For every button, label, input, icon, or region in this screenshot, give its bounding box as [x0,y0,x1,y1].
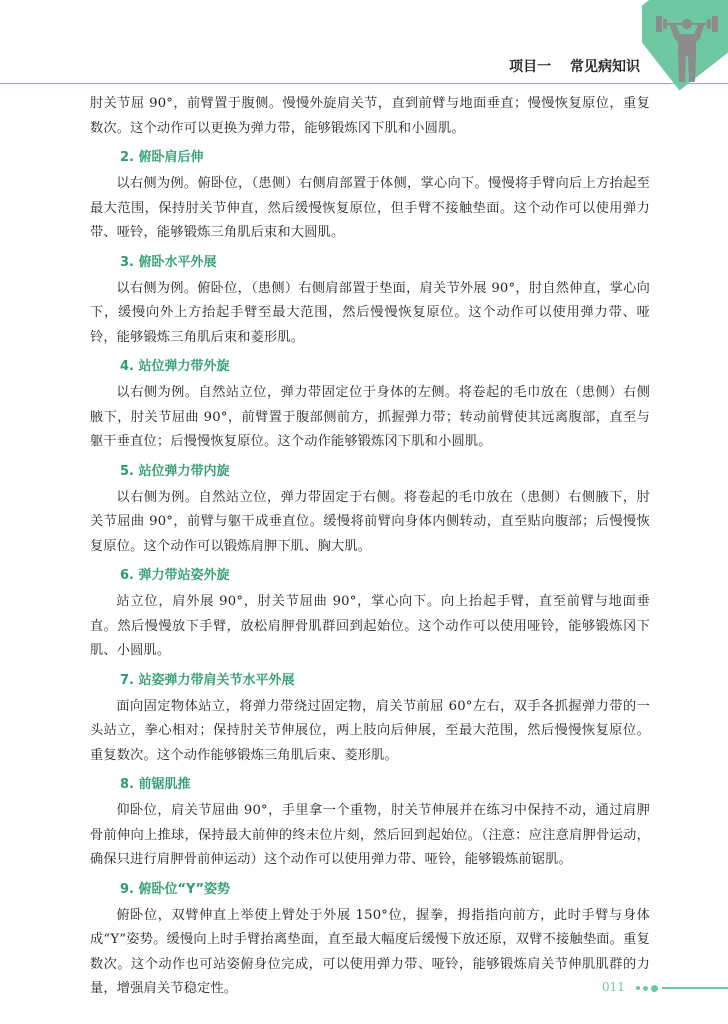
footer-dots [636,984,661,992]
section-heading: 4. 站位弹力带外旋 [120,359,230,374]
header-rule [0,83,728,84]
footer-dot [636,986,640,990]
footer-dot [643,986,648,991]
page-footer [588,978,728,1002]
section-heading: 6. 弹力带站姿外旋 [120,568,230,583]
section-heading: 7. 站姿弹力带肩关节水平外展 [120,672,295,688]
body-paragraph: 以右侧为例。俯卧位，（患侧）右侧肩部置于体侧，掌心向下。慢慢将手臂向后上方抬起至最大范围，保持肘关节伸直，然后缓慢恢复原位，但手臂不接触垫面。这个动作可以使用弹力带、哑铃，能够锻炼三角肌后束和大圆肌。 [90,176,650,240]
weightlifter-icon [654,8,720,84]
body-paragraph: 以右侧为例。俯卧位，（患侧）右侧肩部置于垫面，肩关节外展 90°，肘自然伸直，掌心向下，缓慢向外上方抬起手臂至最大范围，然后慢慢恢复原位。这个动作可以使用弹力带、哑铃，能够锻炼三角肌后束和菱形肌。 [90,280,650,345]
body-paragraph: 以右侧为例。自然站立位，弹力带固定位于身体的左侧。将卷起的毛巾放在（患侧）右侧腋下，肘关节屈曲 90°，前臂置于腹部侧前方，抓握弹力带；转动前臂使其远离腹部，直至与躯干垂直位；后慢慢恢复原位。这个动作能够锻炼冈下肌和小圆肌。 [90,385,650,449]
section-heading: 9. 俯卧位“Y”姿势 [120,881,231,897]
section-heading: 8. 前锯肌推 [120,777,191,792]
body-paragraph: 面向固定物体站立，将弹力带绕过固定物，肩关节前屈 60°左右，双手各抓握弹力带的一头站立，拳心相对；保持肘关节伸展位，两上肢向后伸展，至最大范围，然后慢慢恢复原位。重复数次。这个动作能够锻炼三角肌后束、菱形肌。 [90,698,650,763]
running-header [0,50,728,84]
body-paragraph: 以右侧为例。自然站立位，弹力带固定于右侧。将卷起的毛巾放在（患侧）右侧腋下，肘关节屈曲 90°，前臂与躯干成垂直位。缓慢将前臂向身体内侧转动，直至贴向腹部；后慢慢恢复原位。这个动作可以锻炼肩胛下肌、胸大肌。 [90,489,650,554]
footer-dot [651,985,658,992]
header-title [509,56,640,76]
body-paragraph: 肘关节屈 90°，前臂置于腹侧。慢慢外旋肩关节，直到前臂与地面垂直；慢慢恢复原位，重复数次。这个动作可以更换为弹力带，能够锻炼冈下肌和小圆肌。 [90,96,650,136]
page-number: 011 [602,980,625,994]
header-project: 项目一 [509,59,552,75]
body-text [90,92,650,1002]
footer-line [662,987,728,989]
section-heading: 3. 俯卧水平外展 [120,254,217,270]
header-chapter-title: 常见病知识 [570,59,640,75]
body-paragraph: 俯卧位，双臂伸直上举使上臂处于外展 150°位，握拳，拇指指向前方，此时手臂与身体成“Y”姿势。缓慢向上时手臂抬离垫面，直至最大幅度后缓慢下放还原，双臂不接触垫面。重复数次。这个动作也可站姿俯身位完成，可以使用弹力带、哑铃，能够锻炼肩关节伸肌肌群的力量，增强肩关节稳定性。 [90,907,650,996]
section-heading: 2. 俯卧肩后伸 [120,150,204,165]
body-paragraph: 仰卧位，肩关节屈曲 90°，手里拿一个重物，肘关节伸展并在练习中保持不动，通过肩胛骨前伸向上推球，保持最大前伸的终末位片刻，然后回到起始位。（注意：应注意肩胛骨运动，确保只进行肩胛骨前伸运动）这个动作可以使用弹力带、哑铃，能够锻炼前锯肌。 [90,803,650,867]
section-heading: 5. 站位弹力带内旋 [120,463,230,479]
body-paragraph: 站立位，肩外展 90°，肘关节屈曲 90°，掌心向下。向上抬起手臂，直至前臂与地面垂直。然后慢慢放下手臂，放松肩胛骨肌群回到起始位。这个动作可以使用哑铃，能够锻炼冈下肌、小圆肌。 [90,594,650,658]
